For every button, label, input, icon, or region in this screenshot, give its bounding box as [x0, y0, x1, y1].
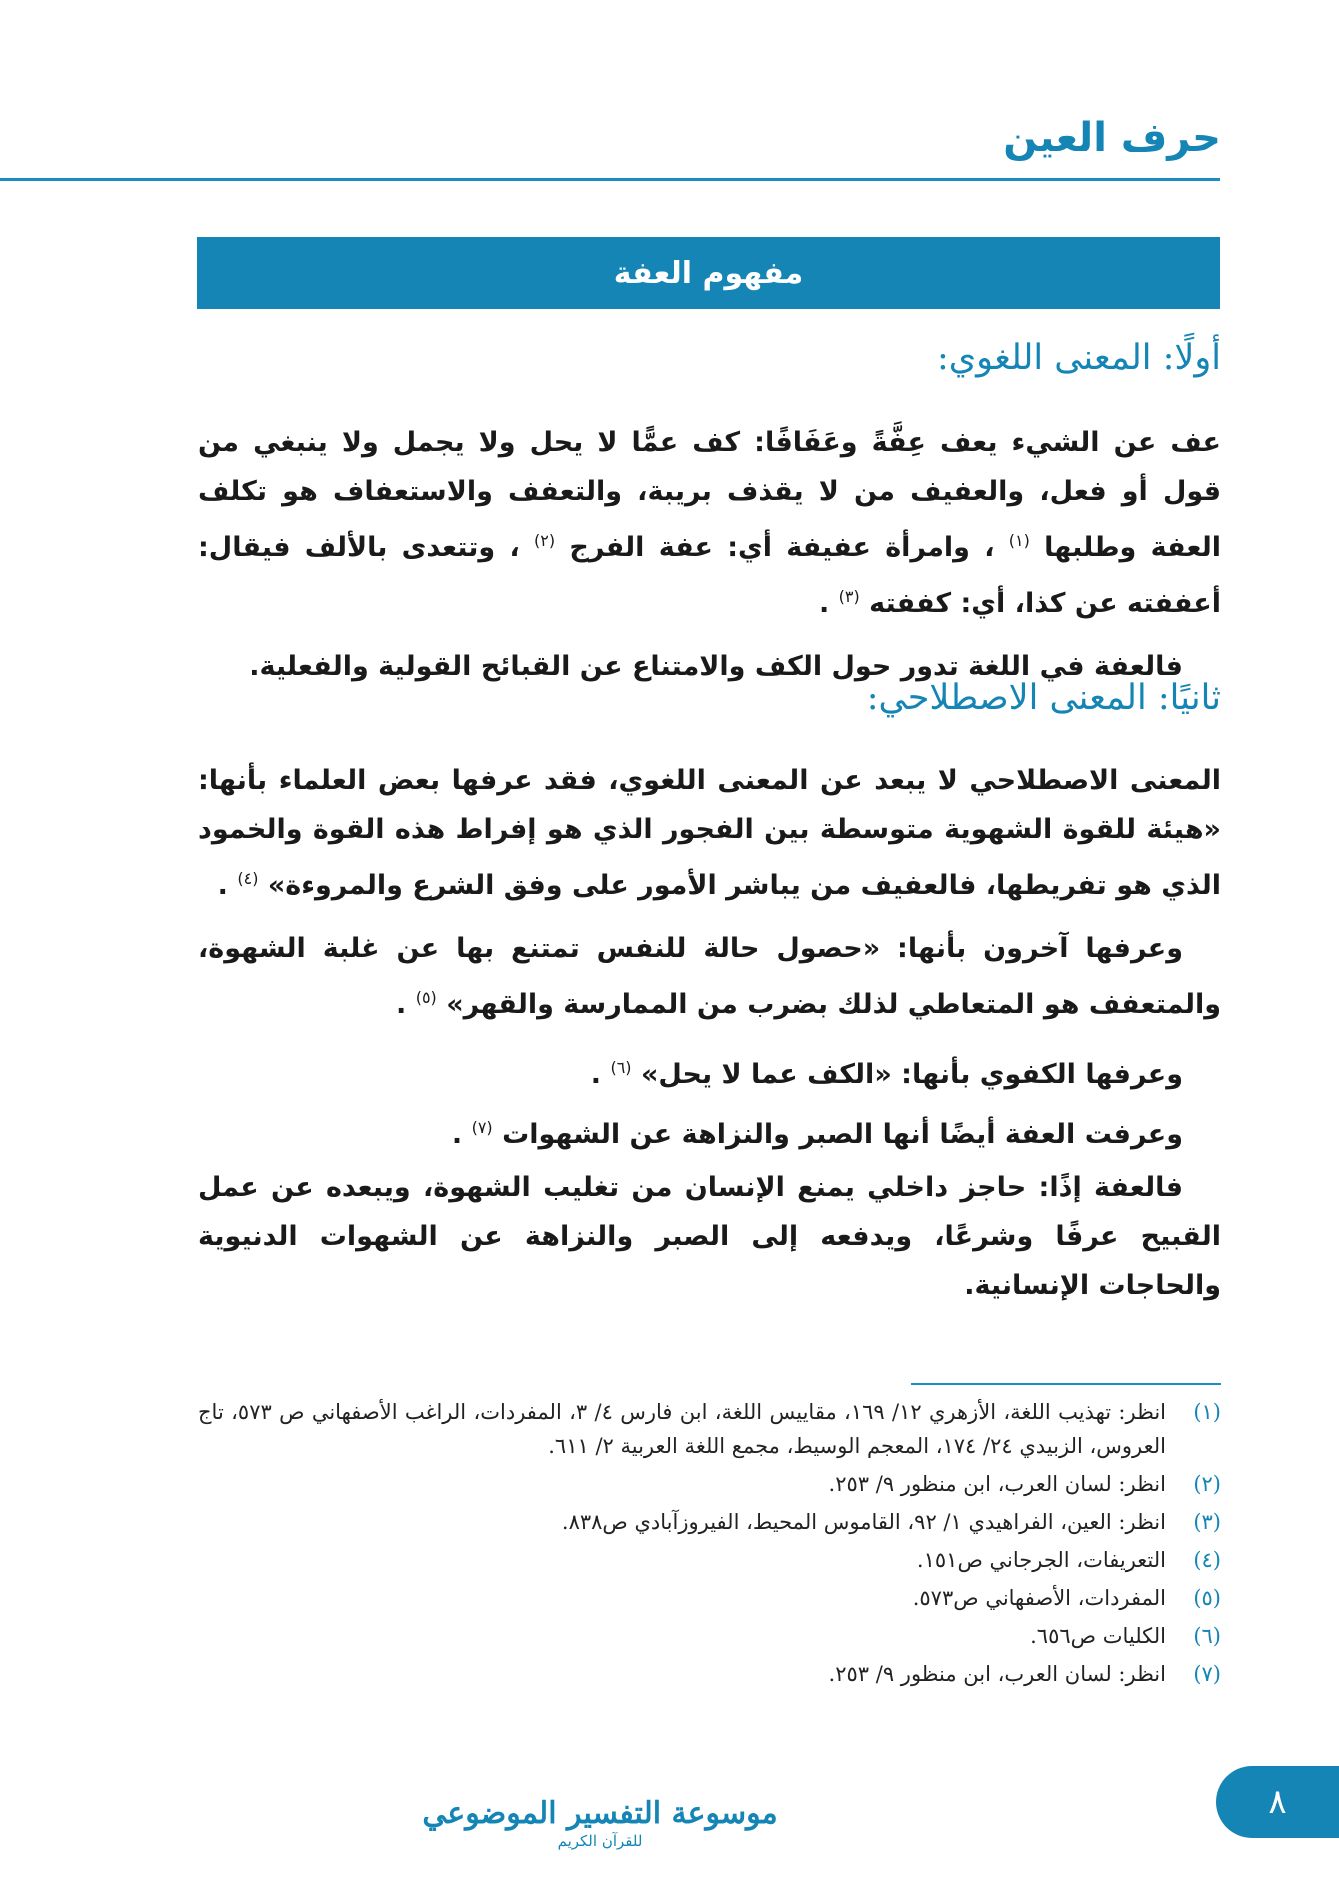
terminological-paragraph-5: فالعفة إذًا: حاجز داخلي يمنع الإنسان من تغليب الشهوة، ويبعده عن عمل القبيح عرفًا وشرعًا، ويدفعه إلى الصبر والنزاهة عن الشهوات الدنيوية والحاجات الإنسانية. — [198, 1172, 1221, 1301]
footnote-number: (٣) — [1193, 1510, 1221, 1534]
linguistic-paragraph-1 — [198, 418, 1221, 628]
footnote-text: التعريفات، الجرجاني ص١٥١. — [916, 1548, 1166, 1572]
encyclopedia-logo — [390, 1796, 810, 1858]
chapter-rule — [0, 178, 1220, 181]
footnote-ref-2[interactable]: (٢) — [534, 531, 556, 550]
footnote-text: الكليات ص٦٥٦. — [1030, 1624, 1166, 1648]
footnotes-divider — [911, 1383, 1221, 1385]
footnote-ref-3[interactable]: (٣) — [838, 587, 860, 606]
page-number-tab — [1216, 1766, 1339, 1838]
footnote-text: انظر: العين، الفراهيدي ١/ ٩٢، القاموس المحيط، الفيروزآبادي ص٨٣٨. — [561, 1510, 1166, 1534]
text-run: ، وامرأة عفيفة أي: عفة الفرج — [569, 532, 995, 563]
text-run: عف عن الشيء يعف عِفَّةً وعَفَافًا: كف عمًّا لا يحل ولا يجمل ولا ينبغي من قول أو فعل، والعفيف من لا يقذف بريبة، والتعفف والاستعفاف هو تكلف العفة وطلبها — [198, 427, 1222, 563]
footnote-item — [198, 1543, 1221, 1577]
text-run: وعرفها الكفوي بأنها: «الكف عما لا يحل» — [640, 1059, 1183, 1090]
linguistic-paragraph-2: فالعفة في اللغة تدور حول الكف والامتناع عن القبائح القولية والفعلية. — [249, 651, 1183, 682]
footnote-text: انظر: لسان العرب، ابن منظور ٩/ ٢٥٣. — [828, 1662, 1166, 1686]
footnote-ref-5[interactable]: (٥) — [415, 988, 437, 1007]
footnote-ref-7[interactable]: (٧) — [471, 1118, 493, 1137]
footnote-text: انظر: لسان العرب، ابن منظور ٩/ ٢٥٣. — [828, 1472, 1166, 1496]
chapter-title: حرف العين — [1003, 115, 1221, 161]
logo-title: موسوعة التفسير الموضوعي — [422, 1796, 778, 1831]
footnote-ref-6[interactable]: (٦) — [610, 1058, 632, 1077]
footnote-number: (٧) — [1193, 1662, 1221, 1686]
text-run: وعرفها آخرون بأنها: «حصول حالة للنفس تمتنع بها عن غلبة الشهوة، والمتعفف هو المتعاطي لذلك بضرب من الممارسة والقهر» — [198, 933, 1221, 1020]
text-run: وعرفت العفة أيضًا أنها الصبر والنزاهة عن الشهوات — [502, 1119, 1183, 1150]
terminological-body — [198, 756, 1221, 1324]
footnote-text: المفردات، الأصفهاني ص٥٧٣. — [912, 1586, 1166, 1610]
footnote-item — [198, 1467, 1221, 1501]
terminological-paragraph-1 — [198, 756, 1221, 910]
text-run: . — [451, 1119, 463, 1150]
heading-terminological: ثانيًا: المعنى الاصطلاحي: — [866, 678, 1221, 718]
footnote-ref-4[interactable]: (٤) — [237, 869, 259, 888]
footnote-ref-1[interactable]: (١) — [1008, 531, 1030, 550]
footnote-number: (٢) — [1193, 1472, 1221, 1496]
footnote-number: (٥) — [1193, 1586, 1221, 1610]
page-number: ٨ — [1268, 1782, 1287, 1822]
text-run: . — [217, 870, 228, 901]
footnote-item — [198, 1395, 1221, 1463]
footnote-text: انظر: تهذيب اللغة، الأزهري ١٢/ ١٦٩، مقاييس اللغة، ابن فارس ٤/ ٣، المفردات، الراغب الأصفهاني ص ٥٧٣، تاج العروس، الزبيدي ٢٤/ ١٧٤، المعجم الوسيط، مجمع اللغة العربية ٢/ ٦١١. — [198, 1400, 1166, 1458]
text-run: المعنى الاصطلاحي لا يبعد عن المعنى اللغوي، فقد عرفها بعض العلماء بأنها: «هيئة للقوة الشهوية متوسطة بين الفجور الذي هو إفراط هذه القوة والخمود الذي هو تفريطها، فالعفيف من يباشر الأمور على وفق الشرع والمروءة» — [198, 765, 1221, 901]
heading-linguistic: أولًا: المعنى اللغوي: — [937, 338, 1221, 378]
text-run: ، وتتعدى بالألف فيقال: أعففته عن كذا، أي: كففته — [198, 532, 1221, 619]
text-run: . — [396, 989, 407, 1020]
footnote-number: (٤) — [1193, 1548, 1221, 1572]
footnote-number: (١) — [1193, 1400, 1221, 1424]
terminological-paragraph-3 — [198, 1043, 1221, 1099]
terminological-paragraph-2 — [198, 924, 1221, 1029]
footnote-item — [198, 1657, 1221, 1691]
footnote-item — [198, 1619, 1221, 1653]
section-banner — [197, 237, 1220, 309]
footnote-number: (٦) — [1193, 1624, 1221, 1648]
footnote-item — [198, 1581, 1221, 1615]
section-title: مفهوم العفة — [613, 255, 804, 291]
footnote-item — [198, 1505, 1221, 1539]
linguistic-body — [198, 418, 1221, 705]
text-run: . — [818, 588, 830, 619]
logo-subtitle: للقرآن الكريم — [557, 1832, 643, 1850]
text-run: . — [590, 1059, 602, 1090]
footnotes — [198, 1395, 1221, 1695]
terminological-paragraph-4 — [198, 1103, 1221, 1159]
